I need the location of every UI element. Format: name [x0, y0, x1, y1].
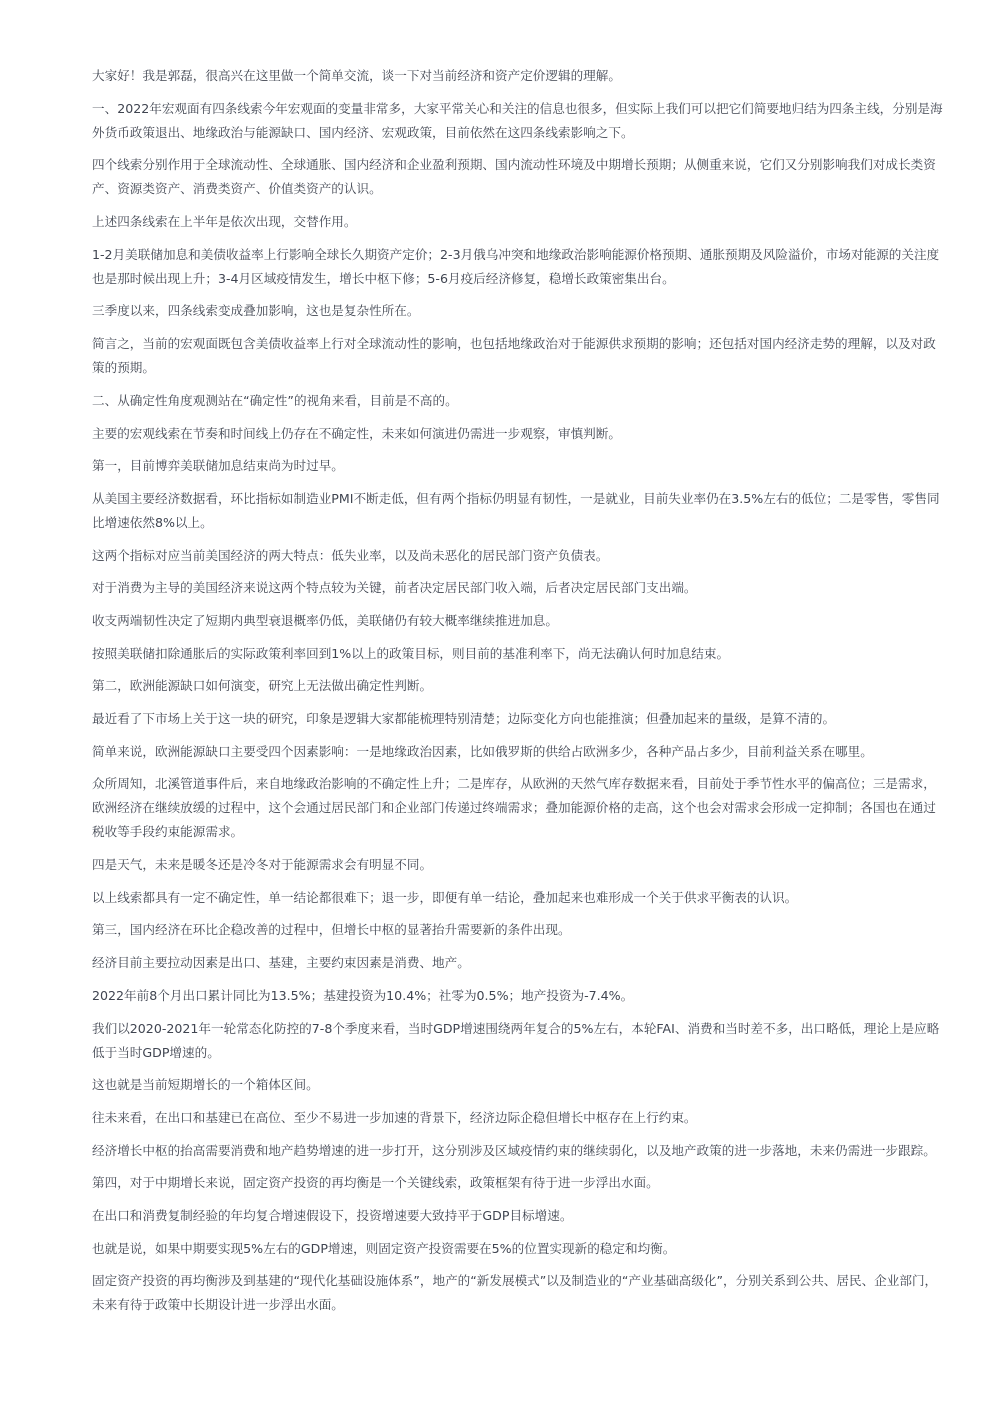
paragraph-section-one-intro: 一、2022年宏观面有四条线索今年宏观面的变量非常多，大家平常关心和关注的信息也很多，但实际上我们可以把它们简要地归结为四条主线，分别是海外货币政策退出、地缘政治与能源缺口、国内经济、宏观政策，目前依然在这四条线索影响之下。 [92, 100, 943, 140]
paragraph: 往未来看，在出口和基建已在高位、至少不易进一步加速的背景下，经济边际企稳但增长中枢存在上行约束。 [92, 1109, 697, 1125]
document-body [92, 64, 944, 1326]
paragraph: 这也就是当前短期增长的一个箱体区间。 [92, 1077, 319, 1093]
paragraph: 四个线索分别作用于全球流动性、全球通胀、国内经济和企业盈利预期、国内流动性环境及中期增长预期；从侧重来说，它们又分别影响我们对成长类资产、资源类资产、消费类资产、价值类资产的认识。 [92, 157, 936, 197]
paragraph-section-two-heading: 二、从确定性角度观测站在“确定性”的视角来看，目前是不高的。 [92, 392, 458, 408]
paragraph-point-four: 第四，对于中期增长来说，固定资产投资的再均衡是一个关键线索，政策框架有待于进一步浮出水面。 [92, 1175, 659, 1191]
paragraph: 以上线索都具有一定不确定性，单一结论都很难下；退一步，即便有单一结论，叠加起来也难形成一个关于供求平衡表的认识。 [92, 889, 798, 905]
paragraph-point-three: 第三，国内经济在环比企稳改善的过程中，但增长中枢的显著抬升需要新的条件出现。 [92, 922, 571, 938]
paragraph: 收支两端韧性决定了短期内典型衰退概率仍低，美联储仍有较大概率继续推进加息。 [92, 612, 558, 628]
paragraph: 也就是说，如果中期要实现5%左右的GDP增速，则固定资产投资需要在5%的位置实现新的稳定和均衡。 [92, 1240, 676, 1256]
paragraph: 对于消费为主导的美国经济来说这两个特点较为关键，前者决定居民部门收入端，后者决定居民部门支出端。 [92, 580, 697, 596]
paragraph: 最近看了下市场上关于这一块的研究，印象是逻辑大家都能梳理特别清楚；边际变化方向也能推演；但叠加起来的量级，是算不清的。 [92, 711, 836, 726]
paragraph: 我们以2020-2021年一轮常态化防控的7-8个季度来看，当时GDP增速围绕两年复合的5%左右，本轮FAI、消费和当时差不多，出口略低，理论上是应略低于当时GDP增速的。 [92, 1020, 940, 1060]
paragraph: 1-2月美联储加息和美债收益率上行影响全球长久期资产定价；2-3月俄乌冲突和地缘政治影响能源价格预期、通胀预期及风险溢价，市场对能源的关注度也是那时候出现上升；3-4月区域疫情发生，增长中枢下修；5-6月疫后经济修复，稳增长政策密集出台。 [92, 246, 940, 286]
paragraph: 上述四条线索在上半年是依次出现，交替作用。 [92, 214, 357, 230]
paragraph-point-one: 第一，目前博弈美联储加息结束尚为时过早。 [92, 458, 344, 474]
paragraph: 固定资产投资的再均衡涉及到基建的“现代化基础设施体系”，地产的“新发展模式”以及制造业的“产业基础高级化”，分别关系到公共、居民、企业部门，未来有待于政策中长期设计进一步浮出水面。 [92, 1273, 938, 1313]
paragraph: 按照美联储扣除通胀后的实际政策利率回到1%以上的政策目标，则目前的基准利率下，尚无法确认何时加息结束。 [92, 645, 730, 661]
paragraph-greeting: 大家好！我是郭磊，很高兴在这里做一个简单交流，谈一下对当前经济和资产定价逻辑的理解。 [92, 68, 621, 83]
paragraph: 众所周知，北溪管道事件后，来自地缘政治影响的不确定性上升；二是库存，从欧洲的天然气库存数据来看，目前处于季节性水平的偏高位；三是需求，欧洲经济在继续放缓的过程中，这个会通过居民部门和企业部门传递过终端需求；叠加能源价格的走高，这个也会对需求会形成一定抑制；各国也在通过税收等手段约束能源需求。 [92, 776, 936, 840]
paragraph: 从美国主要经济数据看，环比指标如制造业PMI不断走低，但有两个指标仍明显有韧性，一是就业，目前失业率仍在3.5%左右的低位；二是零售，零售同比增速依然8%以上。 [92, 490, 940, 530]
paragraph: 三季度以来，四条线索变成叠加影响，这也是复杂性所在。 [92, 303, 420, 319]
paragraph: 在出口和消费复制经验的年均复合增速假设下，投资增速要大致持平于GDP目标增速。 [92, 1207, 573, 1223]
paragraph: 经济目前主要拉动因素是出口、基建，主要约束因素是消费、地产。 [92, 955, 470, 971]
paragraph-point-two: 第二，欧洲能源缺口如何演变，研究上无法做出确定性判断。 [92, 678, 433, 694]
paragraph: 这两个指标对应当前美国经济的两大特点：低失业率，以及尚未恶化的居民部门资产负债表。 [92, 547, 609, 563]
paragraph: 经济增长中枢的抬高需要消费和地产趋势增速的进一步打开，这分别涉及区域疫情约束的继续弱化，以及地产政策的进一步落地，未来仍需进一步跟踪。 [92, 1142, 936, 1158]
paragraph: 主要的宏观线索在节奏和时间线上仍存在不确定性，未来如何演进仍需进一步观察，审慎判断。 [92, 425, 621, 441]
paragraph: 2022年前8个月出口累计同比为13.5%；基建投资为10.4%；社零为0.5%；地产投资为-7.4%。 [92, 987, 634, 1003]
paragraph: 简单来说，欧洲能源缺口主要受四个因素影响：一是地缘政治因素，比如俄罗斯的供给占欧洲多少，各种产品占多少，目前利益关系在哪里。 [92, 743, 873, 759]
paragraph: 四是天气，未来是暖冬还是冷冬对于能源需求会有明显不同。 [92, 857, 433, 873]
paragraph: 简言之，当前的宏观面既包含美债收益率上行对全球流动性的影响，也包括地缘政治对于能源供求预期的影响；还包括对国内经济走势的理解，以及对政策的预期。 [92, 336, 936, 376]
